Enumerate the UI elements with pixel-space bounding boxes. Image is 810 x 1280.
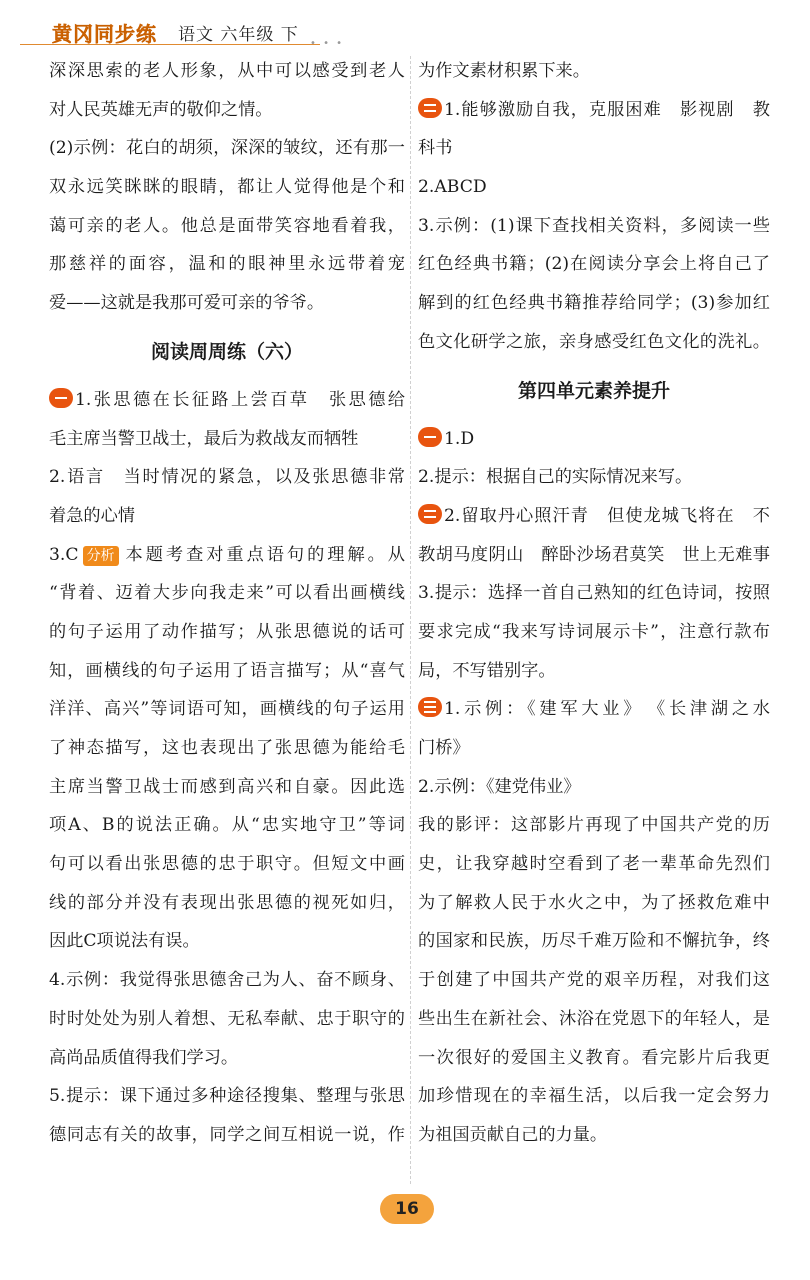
unit-title: 第四单元素养提升 [517,379,670,402]
review-line: 为了解救人民于水火之中，为了拯救危难中 [418,892,770,913]
brand-logo-text: 黄冈同步练 [52,22,157,46]
left-column [49,52,405,1155]
question-1: 1.张思德在长征路上尝百草 张思德给 [49,381,405,420]
text-line: 局，不写错别字。 [418,660,556,681]
text-line: 红色经典书籍；(2)在阅读分享会上将自己了 [418,254,770,275]
review-line: 些出生在新社会、沐浴在党恩下的年轻人，是 [418,1008,770,1029]
subject-grade-label: 语文 六年级 下 [178,25,299,45]
question-1: 1.能够激励自我，克服困难 影视剧 教 [418,91,770,130]
analysis-line: 线的部分并没有表现出张思德的视死如归， [49,892,405,913]
text-line: 着急的心情 [49,505,135,526]
section-two-badge-icon [418,98,442,118]
question-2: 2.语言 当时情况的紧急，以及张思德非常 [49,467,405,488]
right-column [418,52,770,1155]
analysis-line: 因此C项说法有误。 [49,931,200,952]
page-header [0,0,810,52]
analysis-line: 句可以看出张思德的忠于职守。但短文中画 [49,854,405,875]
text-line: 教胡马度阴山 醉卧沙场君莫笑 世上无难事 [418,544,770,565]
page-number: 16 [380,1194,434,1224]
text-line: 毛主席当警卫战士，最后为救战友而牺牲 [49,428,359,449]
analysis-line: “背着、迈着大步向我走来”可以看出画横线 [49,583,405,604]
question-2: 2.示例：《建党伟业》 [418,776,581,797]
review-line: 加珍惜现在的幸福生活，以后我一定会努力 [418,1086,770,1107]
text-line: 深深思索的老人形象，从中可以感受到老人 [49,61,405,81]
review-line: 史，让我穿越时空看到了老一辈革命先烈们 [418,854,770,875]
question-2: 2.提示：根据自己的实际情况来写。 [418,467,693,488]
analysis-line: 了神态描写，这也表现出了张思德为能给毛 [49,738,405,758]
review-line: 我的影评：这部影片再现了中国共产党的历 [418,815,770,836]
section-one-badge-icon [418,427,442,447]
text-line: (2)示例：花白的胡须，深深的皱纹，还有那一 [49,138,405,159]
text-line: 德同志有关的故事，同学之间互相说一说，作 [49,1124,405,1145]
text-line: 蔼可亲的老人。他总是面带笑容地看着我， [49,215,405,236]
text-line: 那慈祥的面容，温和的眼神里永远带着宠 [49,254,405,275]
analysis-line: 知，画横线的句子运用了语言描写；从“喜气 [49,660,405,681]
analysis-line: 主席当警卫战士而感到高兴和自豪。因此选 [49,776,405,797]
text-line: 要求完成“我来写诗词展示卡”，注意行款布 [418,621,770,642]
review-line: 为祖国贡献自己的力量。 [418,1124,608,1145]
analysis-line: 项A、B的说法正确。从“忠实地守卫”等词 [49,815,405,836]
text-line: 对人民英雄无声的敬仰之情。 [49,99,273,120]
text-line: 爱——这就是我那可爱可亲的爷爷。 [49,293,325,314]
header-rule [20,44,320,45]
text-line: 时时处处为别人着想、无私奉献、忠于职守的 [49,1008,405,1029]
question-3: 3.C 分析 本题考查对重点语句的理解。从 [49,544,405,565]
analysis-line: 洋洋、高兴”等词语可知，画横线的句子运用 [49,699,405,720]
text-line: 科书 [418,138,453,159]
question-3: 3.示例：(1)课下查找相关资料，多阅读一些 [418,215,770,236]
column-divider [410,56,411,1184]
question-2: 2.留取丹心照汗青 但使龙城飞将在 不 [418,497,770,536]
text-line: 解到的红色经典书籍推荐给同学；(3)参加红 [418,293,770,314]
review-line: 一次很好的爱国主义教育。看完影片后我更 [418,1047,770,1068]
question-1: 1.示例：《建军大业》 《长津湖之水 [418,690,770,729]
analysis-tag: 分析 [83,546,119,566]
text-line: 高尚品质值得我们学习。 [49,1047,239,1068]
text-line: 色文化研学之旅，亲身感受红色文化的洗礼。 [418,331,770,352]
question-3: 3.提示：选择一首自己熟知的红色诗词，按照 [418,583,770,604]
section-title: 阅读周周练（六） [150,340,303,363]
text-line: 门桥》 [418,738,470,758]
section-three-badge-icon [418,697,442,717]
review-line: 于创建了中国共产党的艰辛历程，对我们这 [418,970,770,991]
section-one-badge-icon [49,388,73,408]
question-2: 2.ABCD [418,177,487,198]
analysis-line: 的句子运用了动作描写；从张思德说的话可 [49,621,405,642]
question-5: 5.提示：课下通过多种途径搜集、整理与张思 [49,1086,405,1107]
question-4: 4.示例：我觉得张思德舍己为人、奋不顾身、 [49,970,405,991]
text-line: 双永远笑眯眯的眼睛，都让人觉得他是个和 [49,177,405,198]
question-1: 1.D [418,420,770,459]
section-two-badge-icon [418,504,442,524]
text-line: 为作文素材积累下来。 [418,61,590,81]
header-dots-decoration: • • • [310,38,345,49]
review-line: 的国家和民族，历尽千难万险和不懈抗争，终 [418,931,770,952]
